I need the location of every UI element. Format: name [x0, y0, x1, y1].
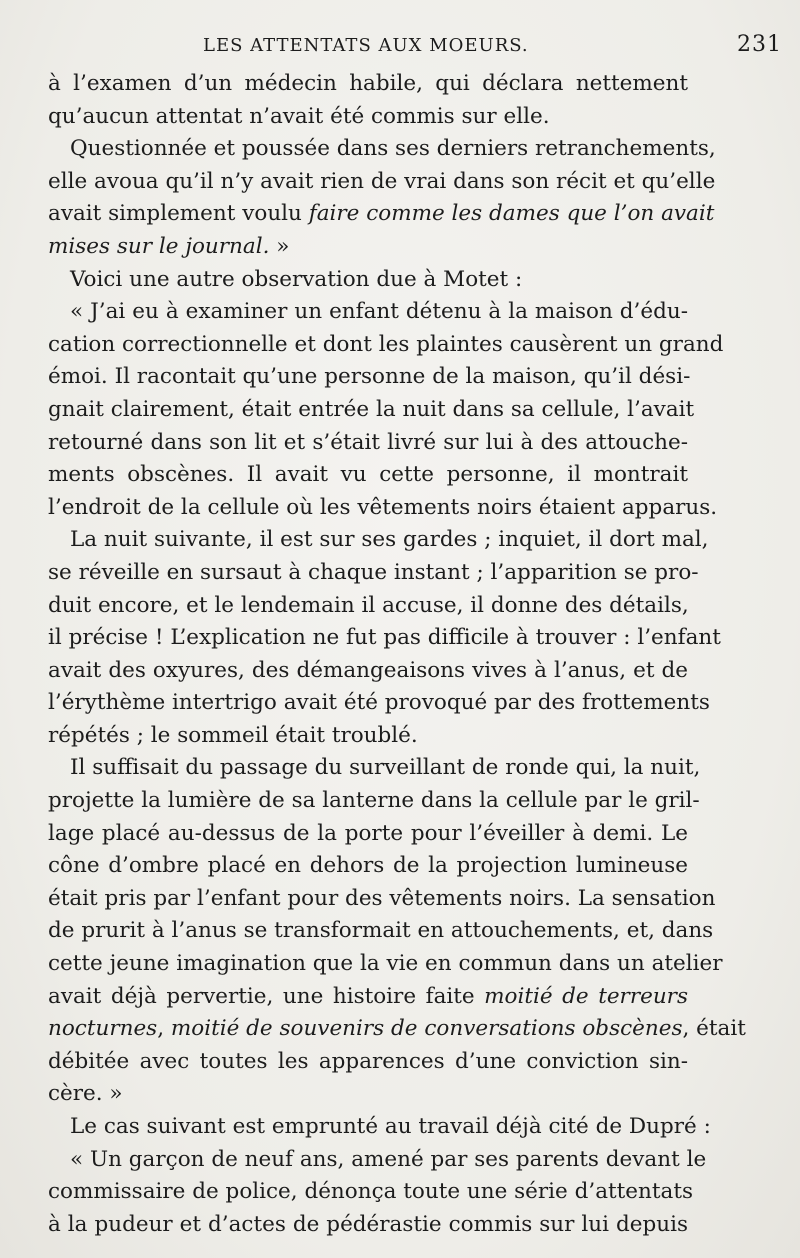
- text-line: commissaire de police, dénonça toute une série d’attentats: [48, 1179, 694, 1205]
- text-line: émoi. Il racontait qu’une personne de la maison, qu’il dési-: [48, 364, 691, 390]
- text-line: cation correctionnelle et dont les plaintes causèrent un grand: [48, 331, 724, 357]
- text-line: avait déjà pervertie, une histoire faite moitié de terreurs: [48, 983, 688, 1009]
- text-line: à l’examen d’un médecin habile, qui déclara nettement: [48, 71, 688, 96]
- text-line: lage placé au-dessus de la porte pour l’éveiller à demi. Le: [48, 820, 688, 846]
- text-line: cère. »: [48, 1081, 123, 1107]
- text-line: Le cas suivant est emprunté au travail déjà cité de Dupré :: [70, 1114, 711, 1139]
- text-line: « Un garçon de neuf ans, amené par ses parents devant le: [70, 1146, 707, 1172]
- text-line: qu’aucun attentat n’avait été commis sur elle.: [48, 103, 550, 129]
- text-line: retourné dans son lit et s’était livré sur lui à des attouche-: [48, 429, 688, 455]
- text-line: à la pudeur et d’actes de pédérastie commis sur lui depuis: [48, 1211, 688, 1237]
- text-line: « J’ai eu à examiner un enfant détenu à la maison d’édu-: [70, 299, 688, 325]
- text-line: débitée avec toutes les apparences d’une conviction sin-: [48, 1048, 688, 1074]
- text-line: avait simplement voulu faire comme les dames que l’on avait: [48, 201, 715, 227]
- text-line: l’endroit de la cellule où les vêtements noirs étaient apparus.: [48, 494, 718, 520]
- text-line: cette jeune imagination que la vie en commun dans un atelier: [48, 951, 723, 977]
- text-line: Voici une autre observation due à Motet :: [70, 266, 523, 292]
- text-line: Questionnée et poussée dans ses derniers retranchements,: [70, 136, 716, 162]
- text-line: gnait clairement, était entrée la nuit dans sa cellule, l’avait: [48, 396, 695, 422]
- text-line: de prurit à l’anus se transformait en attouchements, et, dans: [48, 918, 714, 944]
- text-line: ments obscènes. Il avait vu cette personne, il montrait: [48, 462, 688, 488]
- page-header: [48, 32, 782, 57]
- text-line: duit encore, et le lendemain il accuse, il donne des détails,: [48, 592, 689, 618]
- text-line: projette la lumière de sa lanterne dans la cellule par le gril-: [48, 788, 700, 814]
- text-line: l’érythème intertrigo avait été provoqué par des frottements: [48, 690, 710, 716]
- running-title: LES ATTENTATS AUX MOEURS.: [203, 35, 529, 56]
- text-line: cône d’ombre placé en dehors de la projection lumineuse: [48, 853, 688, 879]
- text-line: nocturnes, moitié de souvenirs de conversations obscènes, était: [48, 1016, 746, 1042]
- text-line: il précise ! L’explication ne fut pas difficile à trouver : l’enfant: [48, 625, 721, 651]
- page-number: 231: [737, 32, 782, 57]
- body-text: [48, 68, 746, 1241]
- text-line: avait des oxyures, des démangeaisons vives à l’anus, et de: [48, 657, 688, 683]
- text-line: elle avoua qu’il n’y avait rien de vrai dans son récit et qu’elle: [48, 168, 716, 194]
- text-line: Il suffisait du passage du surveillant de ronde qui, la nuit,: [70, 755, 701, 781]
- text-line: mises sur le journal. »: [48, 233, 290, 259]
- text-line: répétés ; le sommeil était troublé.: [48, 722, 418, 748]
- text-line: se réveille en sursaut à chaque instant ; l’apparition se pro-: [48, 559, 699, 585]
- text-line: La nuit suivante, il est sur ses gardes ; inquiet, il dort mal,: [70, 527, 709, 553]
- text-line: était pris par l’enfant pour des vêtements noirs. La sensation: [48, 885, 716, 911]
